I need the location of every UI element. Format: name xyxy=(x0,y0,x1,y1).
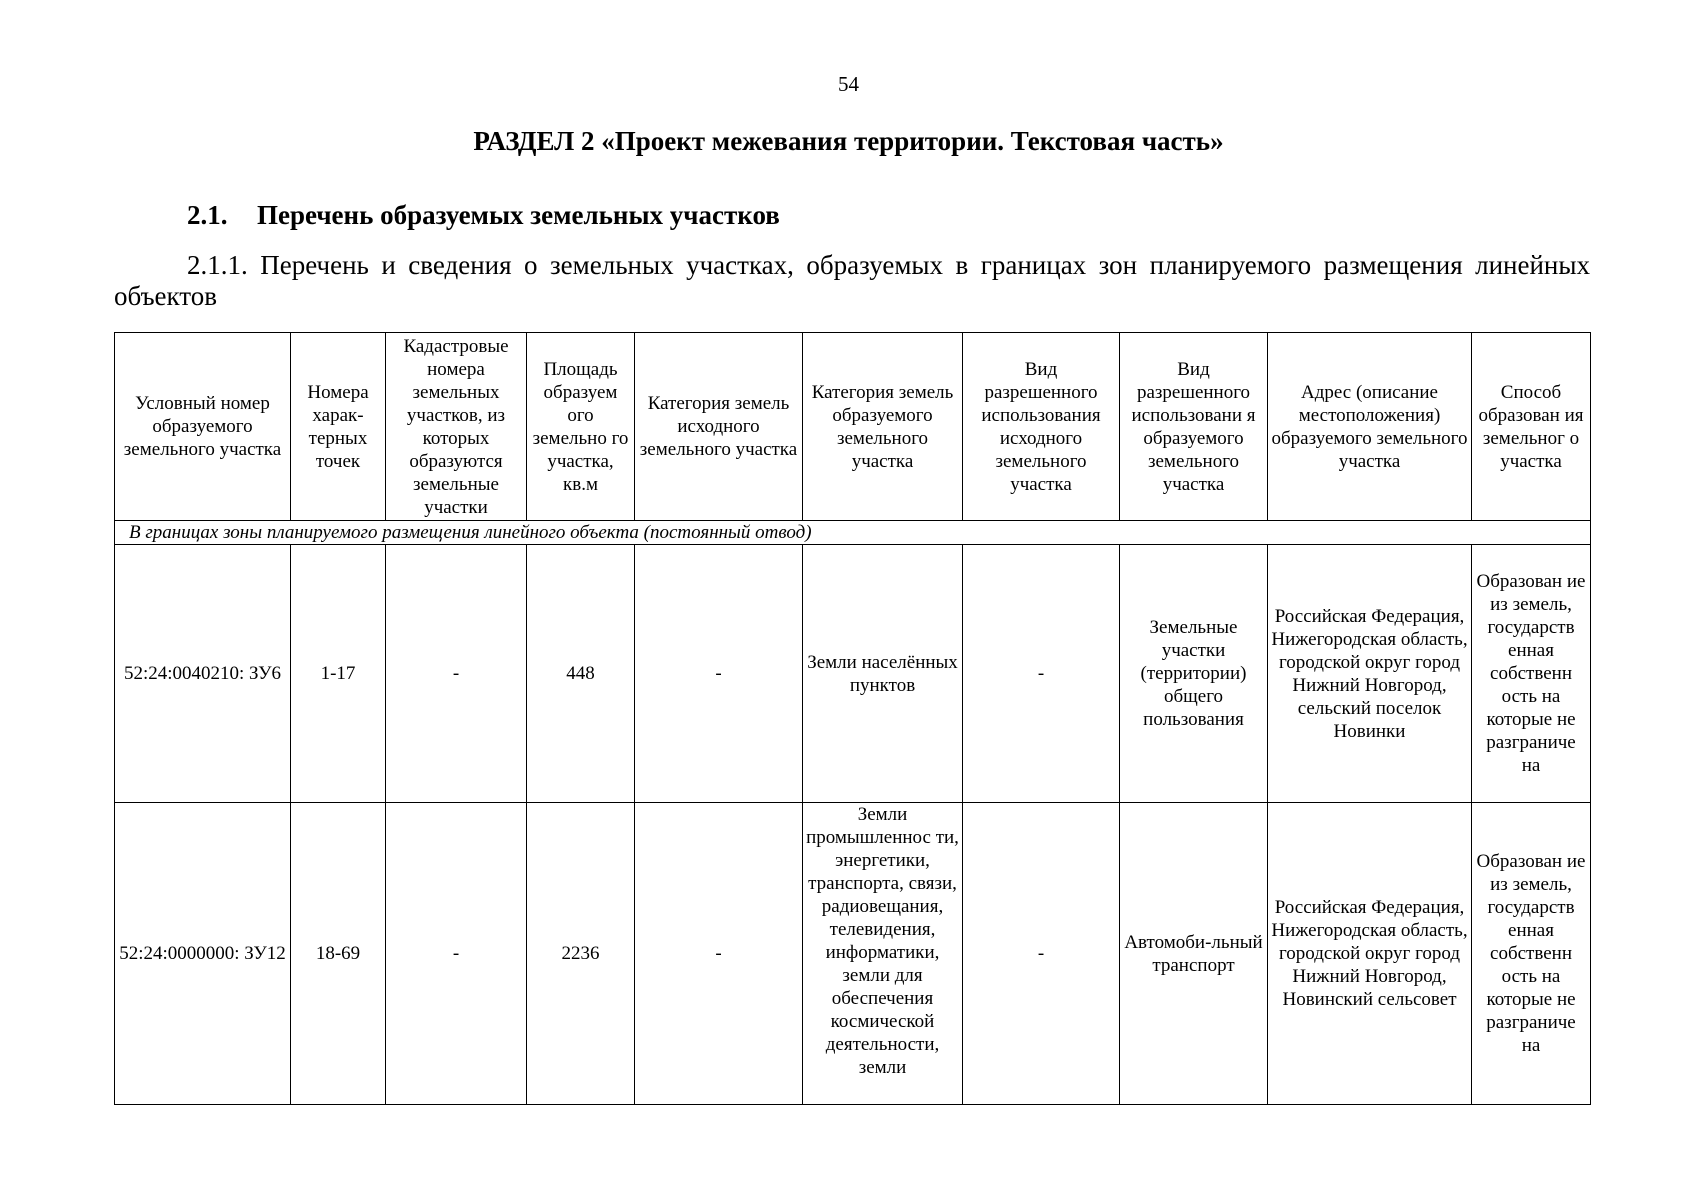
table-cell: - xyxy=(963,545,1120,803)
parcels-table xyxy=(114,332,1591,1105)
column-header: Вид разрешенного использования исходного земельного участка xyxy=(963,333,1120,521)
table-header-row xyxy=(115,333,1591,521)
column-header: Кадастровые номера земельных участков, из которых образуются земельные участки xyxy=(386,333,527,521)
table-cell: 18-69 xyxy=(291,803,386,1105)
table-cell: Российская Федерация, Нижегородская область, городской округ город Нижний Новгород, сельский поселок Новинки xyxy=(1268,545,1472,803)
table-cell: 1-17 xyxy=(291,545,386,803)
table-cell: 52:24:0040210: ЗУ6 xyxy=(115,545,291,803)
column-header: Вид разрешенного использовани я образуемого земельного участка xyxy=(1120,333,1268,521)
table-cell: - xyxy=(635,803,803,1105)
table-cell: Образован ие из земель, государств енная собственн ость на которые не разграниче на xyxy=(1472,803,1591,1105)
column-header: Способ образован ия земельног о участка xyxy=(1472,333,1591,521)
table-cell: 2236 xyxy=(527,803,635,1105)
table-cell: - xyxy=(386,803,527,1105)
column-header: Площадь образуем ого земельно го участка, кв.м xyxy=(527,333,635,521)
table-cell: Земельные участки (территории) общего пользования xyxy=(1120,545,1268,803)
subsection-title: Перечень образуемых земельных участков xyxy=(257,200,780,230)
column-header: Адрес (описание местоположения) образуемого земельного участка xyxy=(1268,333,1472,521)
table-cell: Российская Федерация, Нижегородская область, городской округ город Нижний Новгород, Новинский сельсовет xyxy=(1268,803,1472,1105)
table-row xyxy=(115,803,1591,1105)
table-cell: - xyxy=(386,545,527,803)
table-cell: Образован ие из земель, государств енная собственн ость на которые не разграниче на xyxy=(1472,545,1591,803)
column-header: Категория земель исходного земельного участка xyxy=(635,333,803,521)
table-cell: - xyxy=(635,545,803,803)
table-cell: - xyxy=(963,803,1120,1105)
table-cell xyxy=(803,803,963,1105)
subsection-number: 2.1. xyxy=(187,200,228,230)
paragraph-text: 2.1.1. Перечень и сведения о земельных участках, образуемых в границах зон планируемого размещения линейных объектов xyxy=(114,250,1590,311)
cell-text: Земли промышленнос ти, энергетики, транспорта, связи, радиовещания, телевидения, информатики, земли для обеспечения космической деятельности, земли xyxy=(806,804,959,1078)
page-number: 54 xyxy=(838,72,859,96)
group-label: В границах зоны планируемого размещения линейного объекта (постоянный отвод) xyxy=(115,521,1591,545)
table-group-row xyxy=(115,521,1591,545)
column-header: Условный номер образуемого земельного участка xyxy=(115,333,291,521)
table-cell: Автомоби-льный транспорт xyxy=(1120,803,1268,1105)
table-cell: 448 xyxy=(527,545,635,803)
section-title: РАЗДЕЛ 2 «Проект межевания территории. Текстовая часть» xyxy=(473,126,1224,156)
subsection-heading xyxy=(187,200,780,231)
table-cell: 52:24:0000000: ЗУ12 xyxy=(115,803,291,1105)
table-cell: Земли населённых пунктов xyxy=(803,545,963,803)
table-row xyxy=(115,545,1591,803)
column-header: Категория земель образуемого земельного участка xyxy=(803,333,963,521)
column-header: Номера харак-терных точек xyxy=(291,333,386,521)
